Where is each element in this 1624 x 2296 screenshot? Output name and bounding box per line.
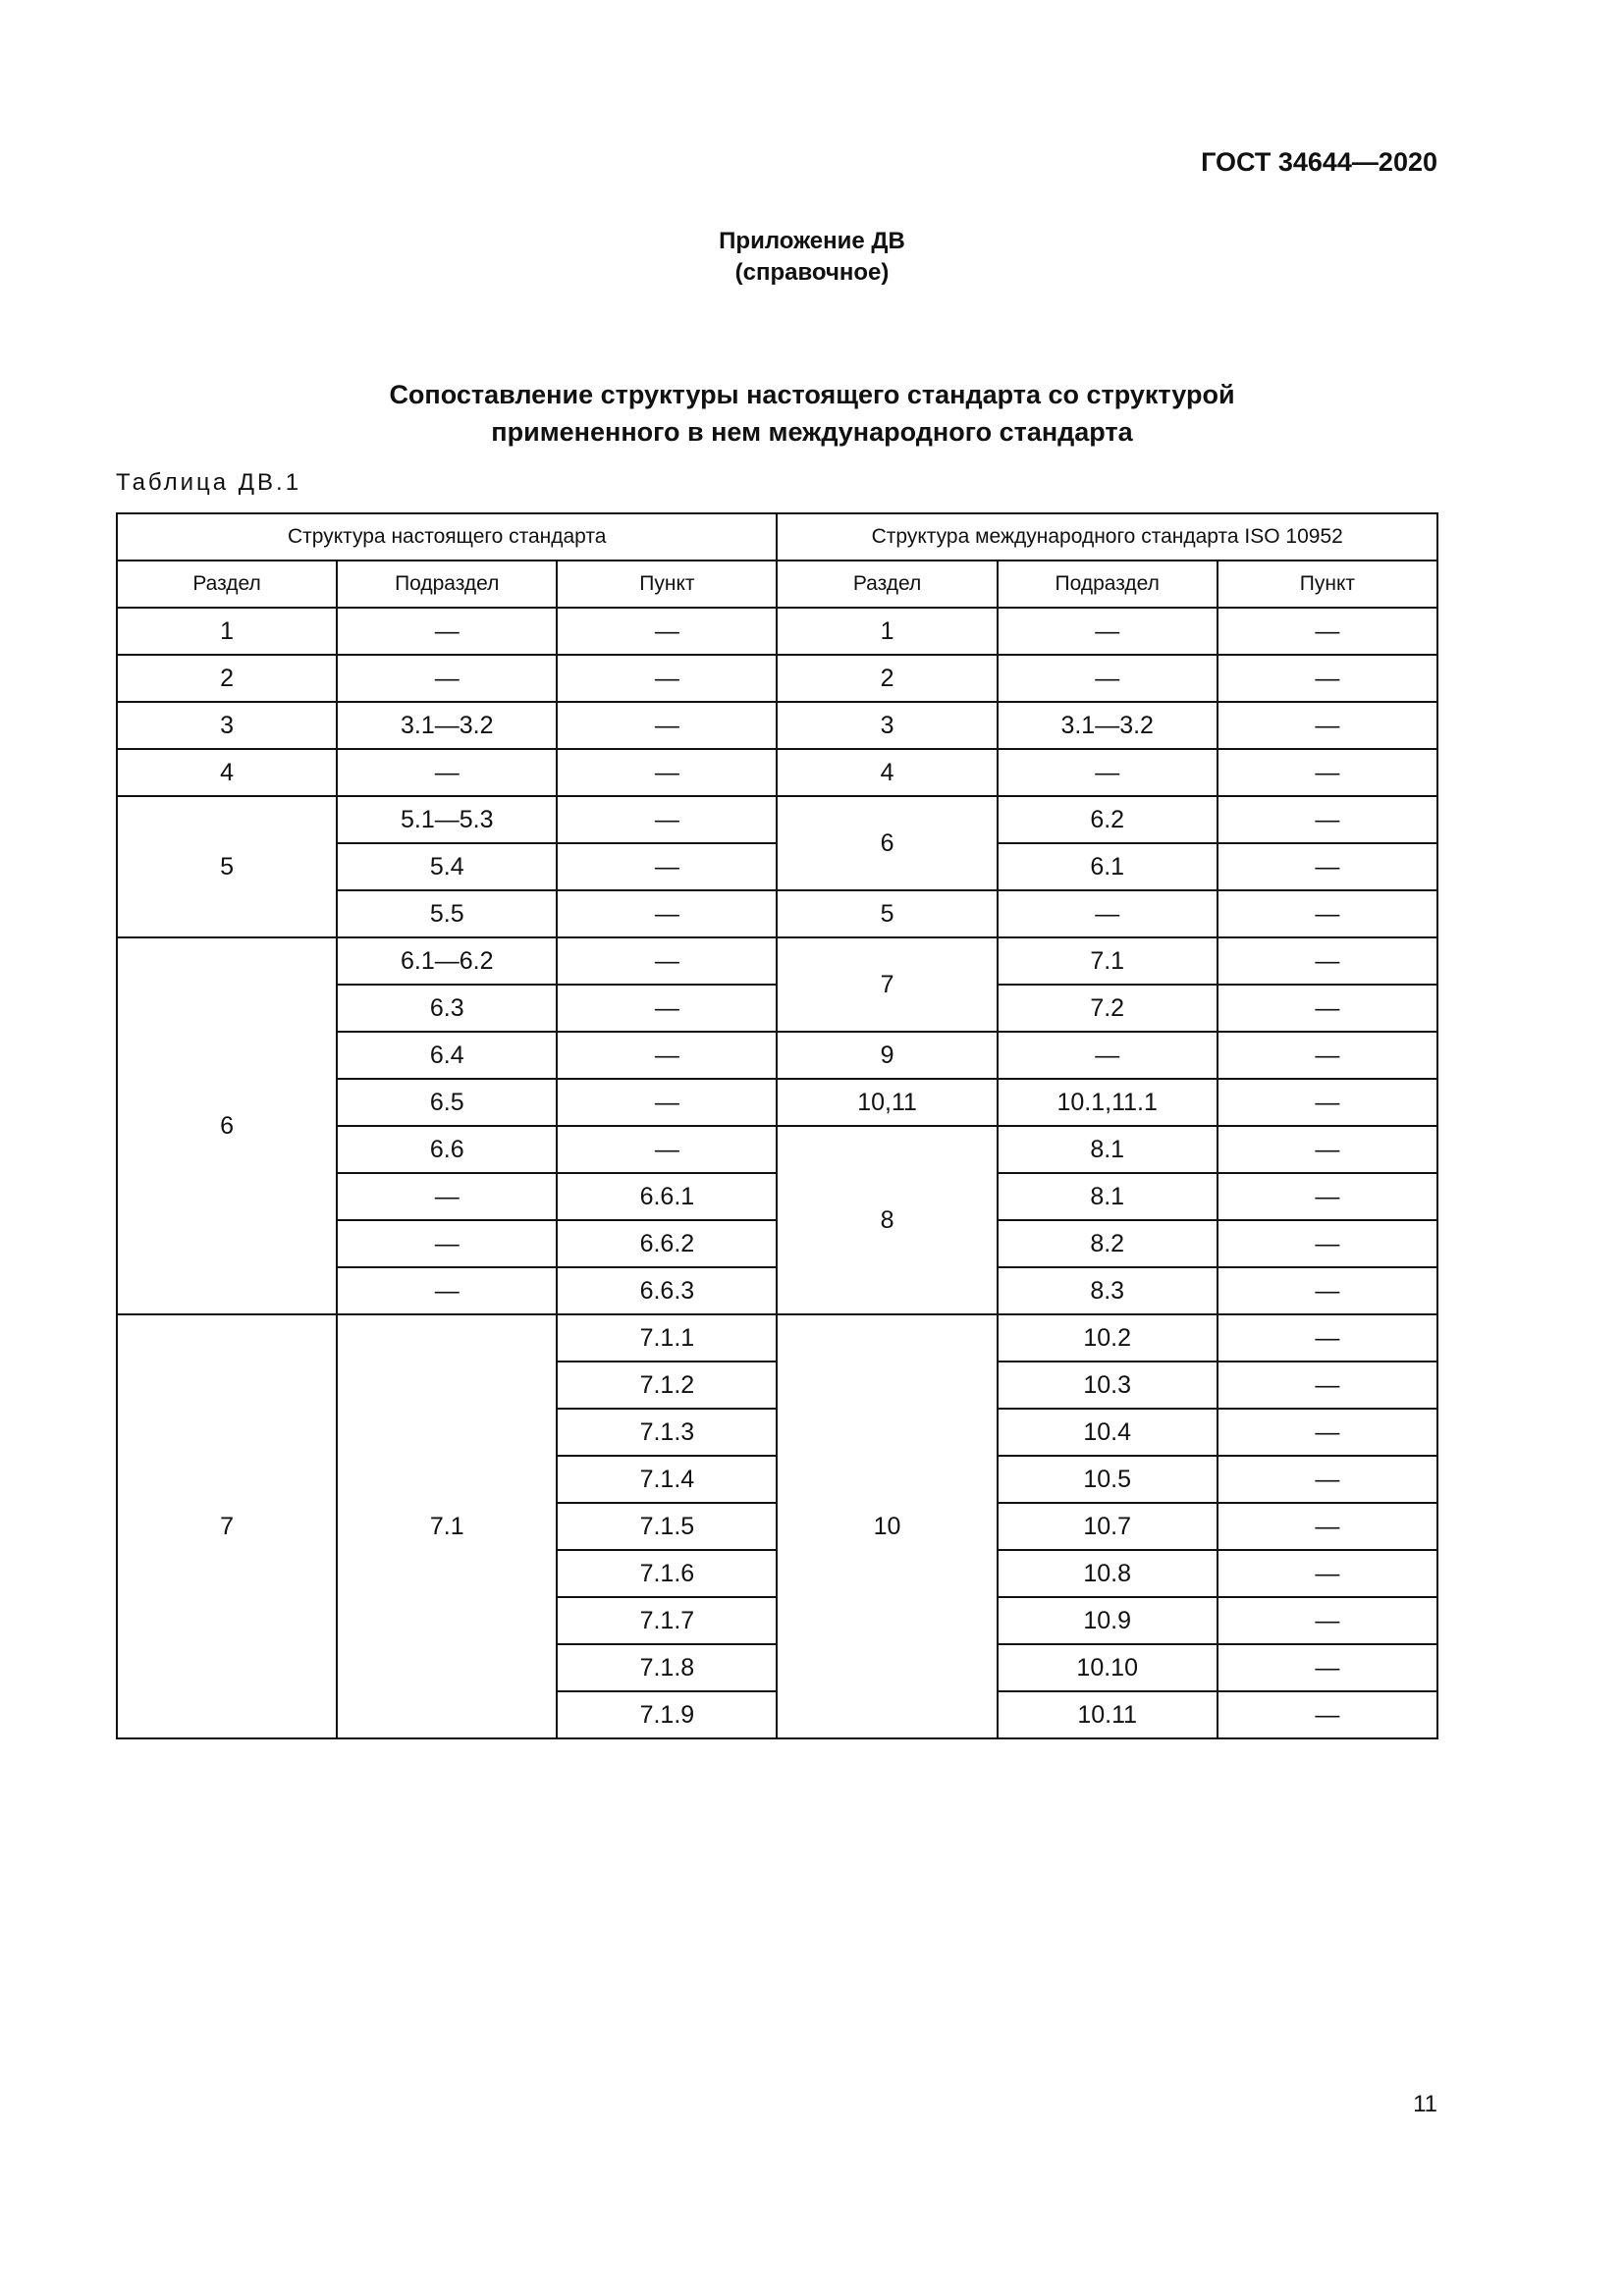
table-cell: 10.11 [998,1691,1218,1738]
table-cell: 7.1 [337,1314,557,1738]
table-cell: 7 [777,937,997,1032]
table-cell: — [1218,796,1437,843]
table-cell: 7 [117,1314,337,1738]
table-cell: — [1218,1456,1437,1503]
table-cell: 1 [777,608,997,655]
table-cell: 7.1.6 [557,1550,777,1597]
table-row [117,608,1437,655]
table-group-header-row [117,513,1437,561]
table-cell: 7.2 [998,985,1218,1032]
standard-code: ГОСТ 34644—2020 [1201,147,1437,177]
table-cell: 2 [777,655,997,702]
appendix-title: Приложение ДВ [719,228,905,254]
table-cell: — [557,655,777,702]
table-cell: 10.5 [998,1456,1218,1503]
table-row [117,1314,1437,1362]
table-cell: — [337,749,557,796]
table-cell: — [337,608,557,655]
table-cell: 2 [117,655,337,702]
table-cell: 8.3 [998,1267,1218,1314]
table-cell: — [557,702,777,749]
table-cell: — [557,1079,777,1126]
appendix-heading [0,226,1624,289]
table-cell: 10.2 [998,1314,1218,1362]
group-header-national: Структура настоящего стандарта [117,513,777,561]
table-cell: 3 [777,702,997,749]
table-cell: — [1218,655,1437,702]
table-cell: — [1218,985,1437,1032]
table-cell: — [557,796,777,843]
table-cell: — [1218,1173,1437,1220]
table-cell: 5 [117,796,337,937]
table-cell: — [1218,1597,1437,1644]
table-cell: — [1218,1503,1437,1550]
table-cell: — [337,1220,557,1267]
table-cell: — [1218,1362,1437,1409]
table-cell: 4 [117,749,337,796]
table-cell: 6.5 [337,1079,557,1126]
table-row [117,796,1437,843]
table-cell: — [557,890,777,937]
group-header-international: Структура международного стандарта ISO 10952 [777,513,1437,561]
table-cell: 6.2 [998,796,1218,843]
table-cell: 5 [777,890,997,937]
table-cell: — [557,843,777,890]
table-row [117,749,1437,796]
table-row [117,655,1437,702]
table-cell: 6.6 [337,1126,557,1173]
table-cell: — [1218,1644,1437,1691]
table-cell: — [1218,1314,1437,1362]
table-cell: — [337,655,557,702]
table-cell: — [1218,843,1437,890]
table-cell: 8.2 [998,1220,1218,1267]
column-header: Подраздел [998,561,1218,608]
table-row [117,702,1437,749]
table-cell: — [998,890,1218,937]
table-cell: 10.8 [998,1550,1218,1597]
table-cell: 6.3 [337,985,557,1032]
table-cell: 7.1.8 [557,1644,777,1691]
table-cell: 5.5 [337,890,557,937]
table-cell: — [998,749,1218,796]
comparison-table [116,512,1438,1739]
table-cell: — [1218,890,1437,937]
table-cell: 10.1,11.1 [998,1079,1218,1126]
table-cell: — [557,1126,777,1173]
column-header: Пункт [557,561,777,608]
table-cell: 10.4 [998,1409,1218,1456]
table-cell: — [557,985,777,1032]
table-cell: 5.1—5.3 [337,796,557,843]
document-title [0,376,1624,451]
title-line-1: Сопоставление структуры настоящего стандарта со структурой [389,380,1235,409]
page-number: 11 [1413,2091,1437,2117]
table-cell: 6.1 [998,843,1218,890]
table-cell: 7.1.9 [557,1691,777,1738]
table-cell: 7.1.2 [557,1362,777,1409]
table-cell: 6.1—6.2 [337,937,557,985]
table-cell: 10.9 [998,1597,1218,1644]
table-cell: 3 [117,702,337,749]
table-cell: 6 [777,796,997,890]
table-cell: 5.4 [337,843,557,890]
title-line-2: примененного в нем международного стандарта [491,417,1133,447]
table-cell: — [1218,937,1437,985]
table-cell: 6 [117,937,337,1314]
table-cell: — [557,749,777,796]
table-caption: Таблица ДВ.1 [116,469,302,496]
table-cell: — [557,1032,777,1079]
table-cell: 7.1.3 [557,1409,777,1456]
table-cell: 10.3 [998,1362,1218,1409]
table-cell: 3.1—3.2 [337,702,557,749]
table-cell: — [998,1032,1218,1079]
table-cell: 7.1.1 [557,1314,777,1362]
column-header: Подраздел [337,561,557,608]
table-cell: — [557,937,777,985]
table-cell: 6.6.2 [557,1220,777,1267]
table-cell: 4 [777,749,997,796]
table-cell: — [998,608,1218,655]
table-cell: 1 [117,608,337,655]
table-cell: — [1218,1220,1437,1267]
table-cell: 7.1.7 [557,1597,777,1644]
table-cell: 7.1 [998,937,1218,985]
table-column-header-row [117,561,1437,608]
table-cell: 3.1—3.2 [998,702,1218,749]
table-cell: 10,11 [777,1079,997,1126]
table-row [117,937,1437,985]
column-header: Раздел [777,561,997,608]
table-cell: — [1218,1032,1437,1079]
table-cell: — [1218,608,1437,655]
table-cell: 10 [777,1314,997,1738]
table-cell: 7.1.4 [557,1456,777,1503]
table-cell: 9 [777,1032,997,1079]
table-cell: — [1218,702,1437,749]
table-cell: 6.6.1 [557,1173,777,1220]
table-cell: — [1218,1267,1437,1314]
table-cell: — [998,655,1218,702]
table-cell: — [1218,1550,1437,1597]
table-cell: — [337,1267,557,1314]
appendix-type: (справочное) [734,259,890,286]
column-header: Пункт [1218,561,1437,608]
table-cell: 10.10 [998,1644,1218,1691]
table-cell: 8 [777,1126,997,1314]
table-cell: — [1218,1126,1437,1173]
table-cell: — [557,608,777,655]
table-cell: 7.1.5 [557,1503,777,1550]
table-cell: — [1218,1691,1437,1738]
table-cell: — [1218,749,1437,796]
table-cell: 10.7 [998,1503,1218,1550]
table-cell: 6.4 [337,1032,557,1079]
table-cell: 8.1 [998,1126,1218,1173]
table-cell: — [1218,1409,1437,1456]
table-cell: 8.1 [998,1173,1218,1220]
table-cell: — [1218,1079,1437,1126]
table-cell: — [337,1173,557,1220]
column-header: Раздел [117,561,337,608]
table-cell: 6.6.3 [557,1267,777,1314]
